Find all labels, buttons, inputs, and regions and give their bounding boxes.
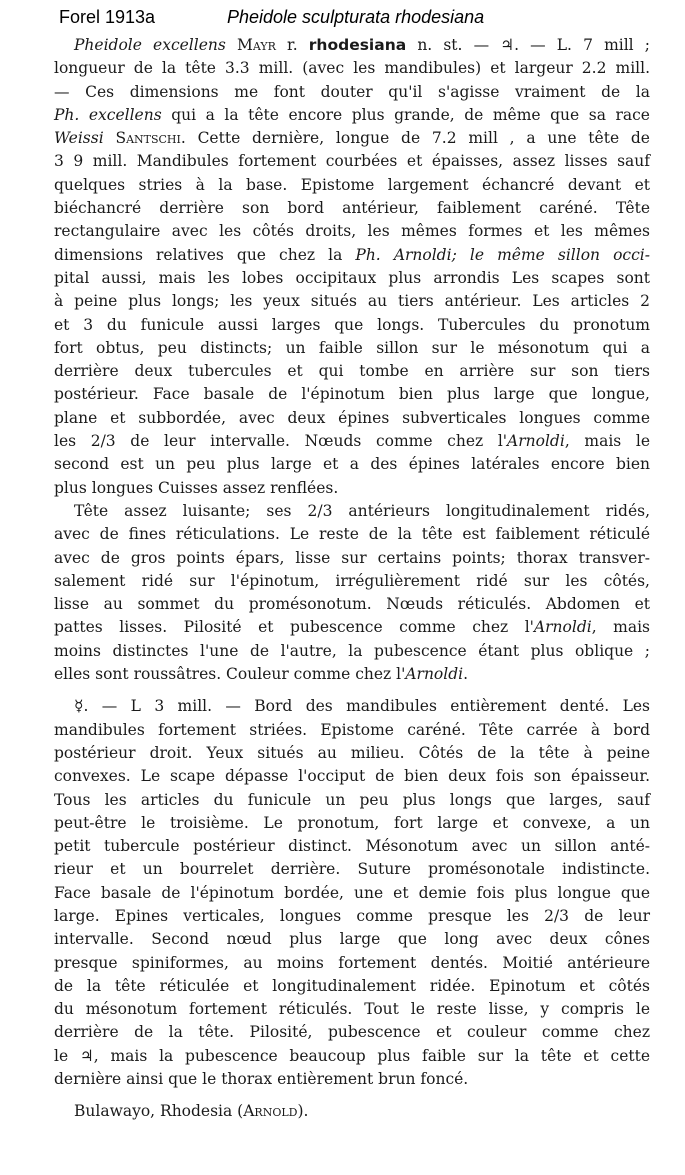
text-line: 3 9 mill. Mandibules fortement courbées et épaisses, assez lisses sauf [54,152,650,171]
text-line: pital aussi, mais les lobes occipitaux plus arrondis Les scapes sont [54,268,650,287]
description-text [54,34,650,1124]
text-line: dernière ainsi que le thorax entièrement brun foncé. [54,1070,469,1089]
text-line: ☿. — L 3 mill. — Bord des mandibules entièrement denté. Les [74,697,650,716]
text-line: Tête assez luisante; ses 2/3 antérieurs longitudinalement ridés, [74,501,650,520]
text-line: salement ridé sur l'épinotum, irrégulièrement ridé sur les côtés, [54,571,650,590]
text-line: le ♃, mais la pubescence beaucoup plus faible sur la tête et cette [54,1046,650,1065]
text-line: convexes. Le scape dépasse l'occiput de bien deux fois son épaisseur. [54,767,650,786]
text-line: fort obtus, peu distincts; un faible sillon sur le mésonotum qui a [54,338,650,357]
text-line: presque spiniformes, au moins fortement dentés. Moitié antérieure [54,953,650,972]
text-line: longueur de la tête 3.3 mill. (avec les mandibules) et largeur 2.2 mill. [54,59,650,78]
text-line: rieur et un bourrelet derrière. Suture promésonotale indistincte. [54,860,650,879]
text-line: second est un peu plus large et a des épines latérales encore bien [54,455,650,474]
paragraph-gap [54,686,650,695]
taxon-title: Pheidole sculpturata rhodesiana [227,7,485,27]
text-line: du mésonotum fortement réticulés. Tout le reste lisse, y compris le [54,1000,650,1019]
text-line: plane et subbordée, avec deux épines subverticales longues comme [54,408,650,427]
text-line: Ph. excellens qui a la tête encore plus grande, de même que sa race [54,105,650,124]
text-line: rectangulaire avec les côtés droits, les mêmes formes et les mêmes [54,222,650,241]
text-line: mandibules fortement striées. Epistome caréné. Tête carrée à bord [54,720,650,739]
text-line: derrière de la tête. Pilosité, pubescence et couleur comme chez [54,1023,650,1042]
text-line: petit tubercule postérieur distinct. Mésonotum avec un sillon anté- [54,837,650,856]
text-line: elles sont roussâtres. Couleur comme chez l'Arnoldi. [54,665,469,684]
text-line: dimensions relatives que chez la Ph. Arnoldi; le même sillon occi- [54,245,650,264]
text-line: plus longues Cuisses assez renflées. [54,478,339,497]
text-line: les 2/3 de leur intervalle. Nœuds comme chez l'Arnoldi, mais le [54,432,650,451]
paragraph-gap [54,1091,650,1100]
text-line: Weissi Santschi. Cette dernière, longue de 7.2 mill , a une tête de [54,129,650,148]
text-line: à peine plus longs; les yeux situés au tiers antérieur. Les articles 2 [54,292,650,311]
text-line: postérieur. Face basale de l'épinotum bien plus large que longue, [54,385,650,404]
text-line: large. Epines verticales, longues comme presque les 2/3 de leur [54,906,650,925]
text-line: lisse au sommet du promésonotum. Nœuds réticulés. Abdomen et [54,595,650,614]
text-line: peut-être le troisième. Le pronotum, fort large et convexe, a un [54,813,650,832]
text-line: Tous les articles du funicule un peu plus longs que larges, sauf [54,790,650,809]
text-line: Pheidole excellens Mayr r. rhodesiana n. st. — ♃. — L. 7 mill ; [74,36,650,54]
text-line: Face basale de l'épinotum bordée, une et demie fois plus longue que [54,883,650,902]
text-line: biéchancré derrière son bord antérieur, faiblement caréné. Tête [54,199,650,218]
text-line: derrière deux tubercules et qui tombe en arrière sur son tiers [54,362,650,381]
text-line: — Ces dimensions me font douter qu'il s'agisse vraiment de la [54,82,650,101]
text-line: Bulawayo, Rhodesia (Arnold). [74,1102,309,1121]
text-line: avec de gros points épars, lisse sur certains points; thorax transver- [54,548,650,567]
text-line: postérieur droit. Yeux situés au milieu. Côtés de la tête à peine [54,743,650,762]
text-line: avec de fines réticulations. Le reste de la tête est faiblement réticulé [54,525,650,544]
text-line: pattes lisses. Pilosité et pubescence comme chez l'Arnoldi, mais [54,618,650,637]
text-line: quelques stries à la base. Epistome largement échancré devant et [54,175,650,194]
text-line: intervalle. Second nœud plus large que long avec deux cônes [54,930,650,949]
text-line: de la tête réticulée et longitudinalement ridée. Epinotum et côtés [54,976,650,995]
reference-label: Forel 1913a [59,7,156,27]
text-line: et 3 du funicule aussi larges que longs. Tubercules du pronotum [54,315,650,334]
text-line: moins distinctes l'une de l'autre, la pubescence étant plus oblique ; [54,641,650,660]
